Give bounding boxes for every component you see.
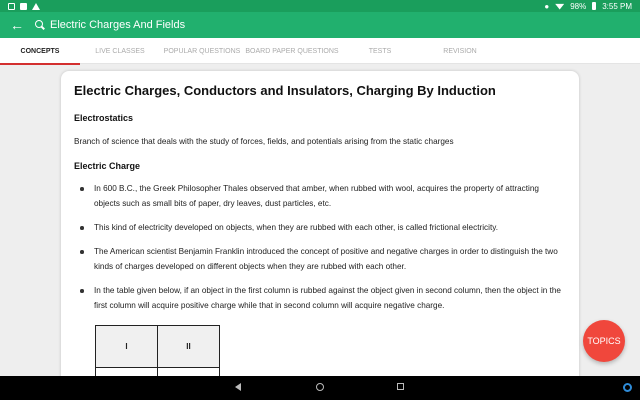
bullet-item: In 600 B.C., the Greek Philosopher Thales observed that amber, when rubbed with wool, acquires the property of attracting objects such as small bits of paper, dry leaves, dust particles, etc. xyxy=(74,181,564,211)
warning-icon xyxy=(32,3,40,10)
section-title-electric-charge: Electric Charge xyxy=(74,161,141,171)
location-icon: ● xyxy=(544,1,550,11)
battery-percent: 98% xyxy=(570,1,587,11)
arrow-back-icon[interactable]: ← xyxy=(10,17,24,33)
table-header-ii: II xyxy=(158,326,220,368)
tab-concepts[interactable]: CONCEPTS xyxy=(0,38,80,64)
clock: 3:55 PM xyxy=(602,1,632,11)
tab-live-classes[interactable]: LIVE CLASSES xyxy=(95,47,145,55)
battery-icon xyxy=(592,2,596,10)
topics-button[interactable]: TOPICS xyxy=(583,320,625,362)
folder-notification-icon xyxy=(20,3,27,10)
section-text-electrostatics: Branch of science that deals with the study of forces, fields, and potentials arising from the static charges xyxy=(74,137,454,146)
nav-home-icon[interactable] xyxy=(316,383,324,391)
bullet-item: The American scientist Benjamin Franklin introduced the concept of positive and negative charges in order to distinguish the two kinds of charges developed on different objects when they are rubbed with each other. xyxy=(74,244,564,274)
tab-revision[interactable]: REVISION xyxy=(443,47,477,55)
article-card[interactable] xyxy=(61,71,579,391)
bullet-item: In the table given below, if an object in the first column is rubbed against the object given in second column, then the object in the first column will acquire positive charge while that in second column will acquire negative charge. xyxy=(74,283,564,313)
status-bar xyxy=(0,0,640,12)
search-icon[interactable] xyxy=(34,19,46,31)
bullet-list xyxy=(74,181,564,322)
tab-board-paper-questions[interactable]: BOARD PAPER QUESTIONS xyxy=(245,47,339,55)
tab-popular-questions[interactable]: POPULAR QUESTIONS xyxy=(163,47,241,55)
system-nav-bar xyxy=(0,376,640,400)
article-heading: Electric Charges, Conductors and Insulators, Charging By Induction xyxy=(74,83,496,98)
tab-tests[interactable]: TESTS xyxy=(368,47,392,55)
page-title[interactable]: Electric Charges And Fields xyxy=(50,19,186,31)
table-header-i: I xyxy=(96,326,158,368)
nav-recent-apps-icon[interactable] xyxy=(397,383,404,390)
bullet-item: This kind of electricity developed on objects, when they are rubbed with each other, is called frictional electricity. xyxy=(74,220,564,235)
app-bar xyxy=(0,12,640,38)
tab-bar xyxy=(0,38,640,64)
assistant-icon[interactable] xyxy=(623,383,632,392)
section-title-electrostatics: Electrostatics xyxy=(74,113,134,123)
wifi-icon xyxy=(555,3,564,10)
nav-back-icon[interactable] xyxy=(235,383,241,391)
image-notification-icon xyxy=(8,3,15,10)
